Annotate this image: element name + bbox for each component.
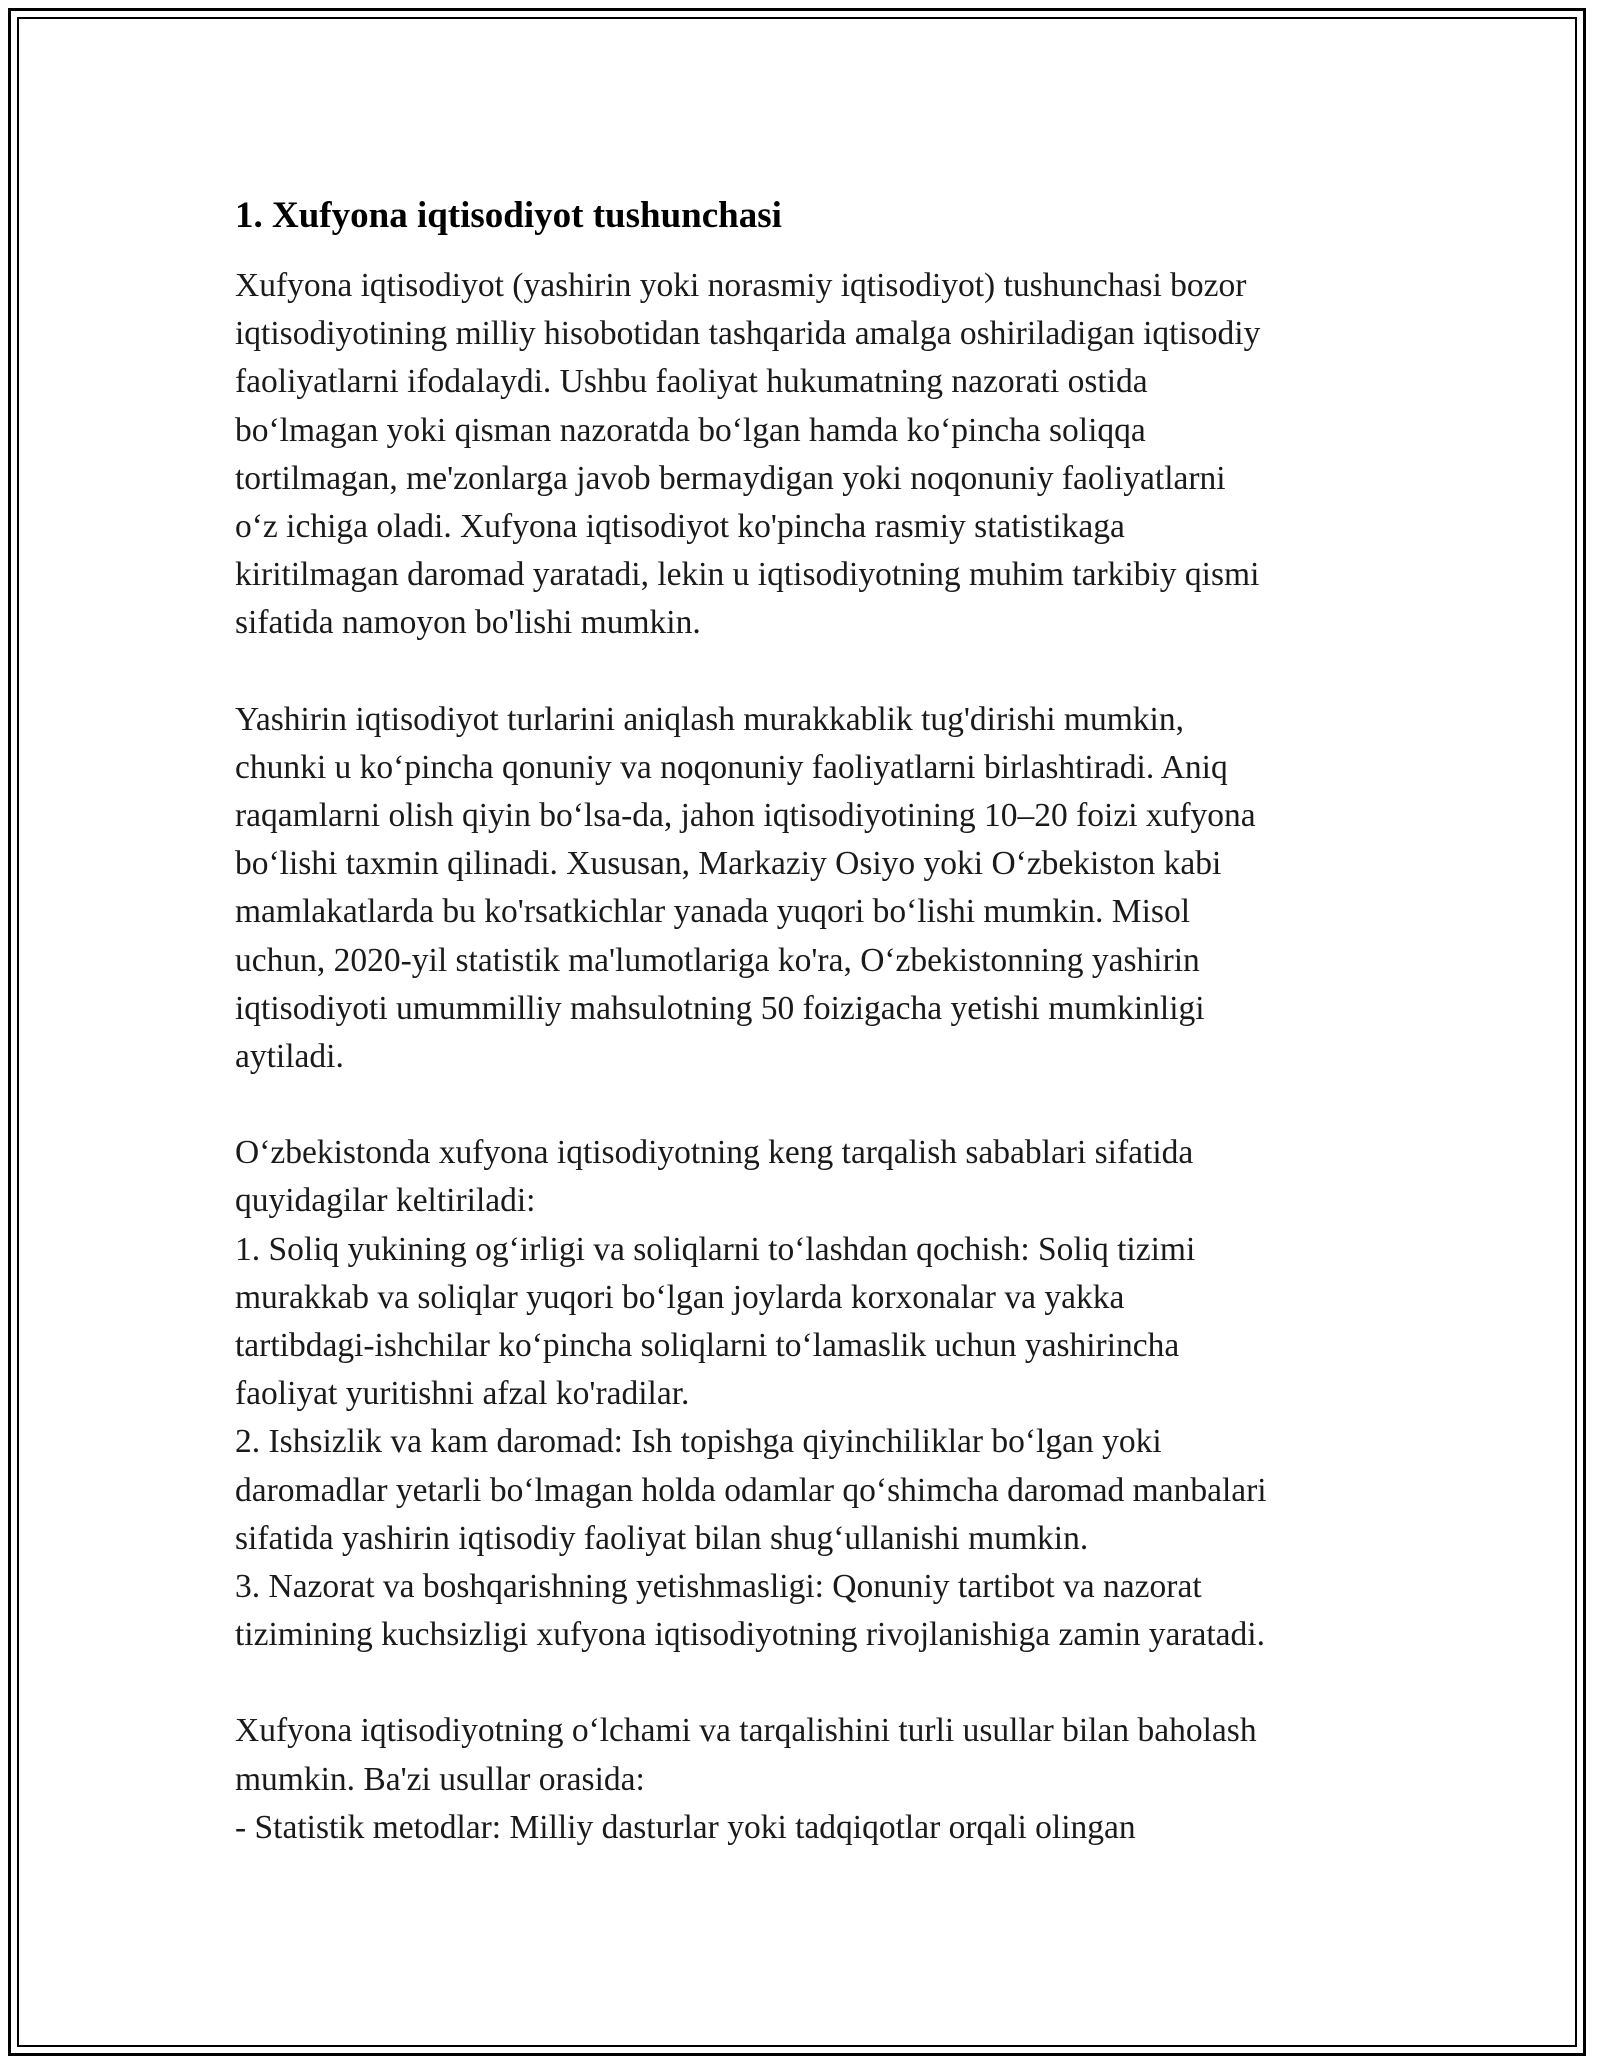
paragraph-spacer (235, 1081, 1375, 1129)
paragraph-causes: O‘zbekistonda xufyona iqtisodiyotning keng tarqalish sabablari sifatida quyidagilar keltiriladi: 1. Soliq yukining og‘irligi va soliqlarni to‘lashdan qochish: Soliq tizimi murakkab va soliqlar yuqori bo‘lgan joylarda korxonalar va yakka tartibdagi-ishchilar ko‘pincha soliqlarni to‘lamaslik uchun yashirincha faoliyat yuritishni afzal ko'radilar. 2. Ishsizlik va kam daromad: Ish topishga qiyinchiliklar bo‘lgan yoki daromadlar yetarli bo‘lmagan holda odamlar qo‘shimcha daromad manbalari sifatida yashirin iqtisodiy faoliyat bilan shug‘ullanishi mumkin. 3. Nazorat va boshqarishning yetishmasligi: Qonuniy tartibot va nazorat tizimining kuchsizligi xufyona iqtisodiyotning rivojlanishiga zamin yaratadi. (235, 1134, 1267, 1654)
paragraph-definition: Xufyona iqtisodiyot (yashirin yoki norasmiy iqtisodiyot) tushunchasi bozor iqtisodiyotining milliy hisobotidan tashqarida amalga oshiriladigan iqtisodiy faoliyatlarni ifodalaydi. Ushbu faoliyat hukumatning nazorati ostida bo‘lmagan yoki qisman nazoratda bo‘lgan hamda ko‘pincha soliqqa tortilmagan, me'zonlarga javob bermaydigan yoki noqonuniy faoliyatlarni o‘z ichiga oladi. Xufyona iqtisodiyot ko'pincha rasmiy statistikaga kiritilmagan daromad yaratadi, lekin u iqtisodiyotning muhim tarkibiy qismi sifatida namoyon bo'lishi mumkin. (235, 267, 1261, 642)
paragraph-scale: Yashirin iqtisodiyot turlarini aniqlash murakkablik tug'dirishi mumkin, chunki u ko‘pincha qonuniy va noqonuniy faoliyatlarni birlashtiradi. Aniq raqamlarni olish qiyin bo‘lsa-da, jahon iqtisodiyotining 10–20 foizi xufyona bo‘lishi taxmin qilinadi. Xususan, Markaziy Osiyo yoki O‘zbekiston kabi mamlakatlarda bu ko'rsatkichlar yanada yuqori bo‘lishi mumkin. Misol uchun, 2020-yil statistik ma'lumotlariga ko'ra, O‘zbekistonning yashirin iqtisodiyoti umummilliy mahsulotning 50 foizigacha yetishi mumkinligi aytiladi. (235, 700, 1256, 1076)
paragraph-spacer (235, 648, 1375, 696)
paragraph-spacer (235, 1659, 1375, 1707)
paragraph-measurement: Xufyona iqtisodiyotning o‘lchami va tarqalishini turli usullar bilan baholash mumkin. Ba'zi usullar orasida: - Statistik metodlar: Milliy dasturlar yoki tadqiqotlar orqali olingan (235, 1712, 1257, 1846)
section-heading: 1. Xufyona iqtisodiyot tushunchasi (235, 195, 782, 236)
document-body (235, 188, 1375, 1852)
